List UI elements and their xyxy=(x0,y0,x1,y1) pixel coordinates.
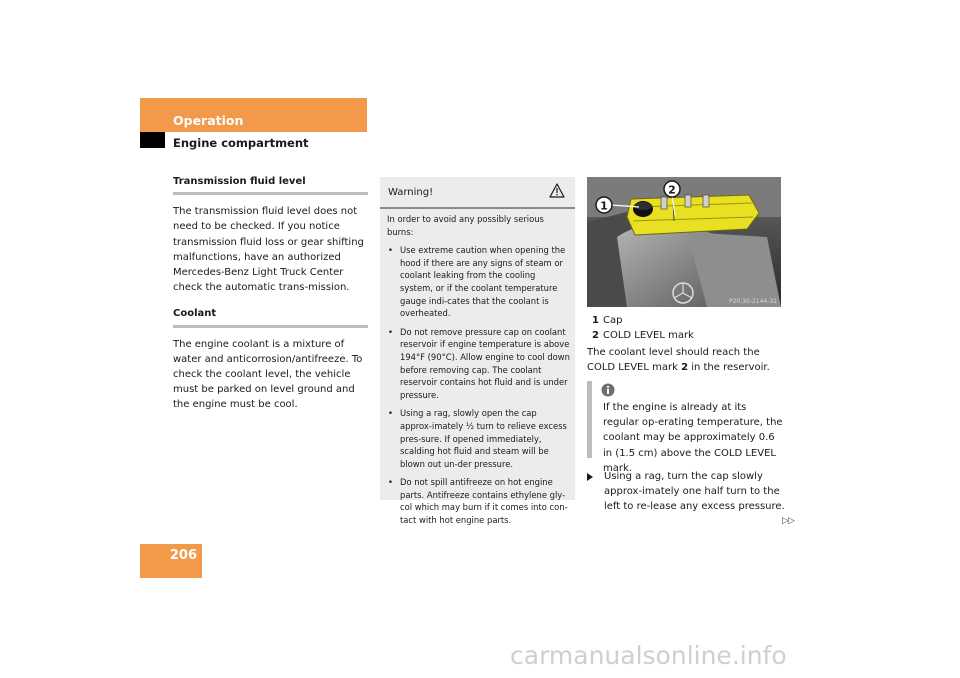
header-marker xyxy=(140,132,165,148)
warning-title: Warning! xyxy=(388,187,434,198)
caption-row xyxy=(592,328,792,343)
coolant-level-text xyxy=(587,345,787,375)
coolant-level-before: The coolant level should reach the COLD LEVEL mark xyxy=(587,347,760,374)
warning-item-text: Use extreme caution when opening the hood if there are any signs of steam or coolant leaking from the cooling system, or if the coolant temperature gauge indi-cates that the coolant is overheated. xyxy=(400,245,566,319)
coolant-heading: Coolant xyxy=(173,308,217,320)
watermark: carmanualsonline.info xyxy=(510,641,787,670)
info-text: If the engine is already at its regular op-erating temperature, the coolant may be approximately 0.6 in (1.5 cm) above the COLD LEVEL mark. xyxy=(603,402,783,474)
coolant-body: The engine coolant is a mixture of water and anticorrosion/antifreeze. To check the coolant level, the vehicle must be parked on level ground and the engine must be cool. xyxy=(173,338,363,411)
warning-item xyxy=(387,476,570,526)
section-title: Operation xyxy=(173,113,244,128)
warning-list xyxy=(387,244,570,526)
step-arrow-icon xyxy=(587,473,593,481)
page-number: 206 xyxy=(169,548,197,563)
caption-number: 1 xyxy=(592,315,599,326)
bullet-icon: • xyxy=(388,245,393,256)
warning-triangle-icon xyxy=(549,183,565,198)
warning-item-text: Using a rag, slowly open the cap approx-imately ½ turn to relieve excess pres-sure. If opened immediately, scalding hot fluid and steam will be blown out un-der pressure. xyxy=(400,408,567,469)
heading-rule xyxy=(173,192,368,195)
transmission-body: The transmission fluid level does not need to be checked. If you notice transmission fluid loss or gear shifting malfunctions, have an authorized Mercedes-Benz Light Truck Center check the automatic trans-mission. xyxy=(173,206,364,294)
coolant-level-mark: 2 xyxy=(681,362,689,374)
instruction-step xyxy=(587,469,787,515)
bullet-icon: • xyxy=(388,477,393,488)
caption-number: 2 xyxy=(592,330,599,341)
continue-icon: ▷▷ xyxy=(782,516,794,526)
caption-text: COLD LEVEL mark xyxy=(602,330,694,341)
caption-text: Cap xyxy=(602,315,623,326)
subsection-title: Engine compartment xyxy=(173,136,309,150)
photo-code: P20.30-2144-31 xyxy=(728,298,777,305)
warning-item xyxy=(387,407,570,470)
warning-item xyxy=(387,244,570,320)
bullet-icon: • xyxy=(388,326,393,337)
left-column xyxy=(173,174,368,424)
warning-item-text: Do not spill antifreeze on hot engine parts. Antifreeze contains ethylene gly-col which may burn if it comes into con-tact with hot engine parts. xyxy=(400,477,568,526)
info-bar xyxy=(587,381,592,458)
warning-item-text: Do not remove pressure cap on coolant reservoir if engine temperature is above 194°F (90°C). Allow engine to cool down before removing cap. The coolant reservoir contains hot fluid and is under pressure. xyxy=(400,326,570,400)
bullet-icon: • xyxy=(388,408,393,419)
callout-1-label: 1 xyxy=(600,199,608,213)
heading-rule xyxy=(173,325,368,328)
caption-row xyxy=(592,313,792,328)
coolant-level-after: in the reservoir. xyxy=(688,362,770,374)
photo-captions xyxy=(592,313,792,343)
step-text: Using a rag, turn the cap slowly approx-imately one half turn to the left to re-lease any excess pressure. xyxy=(604,471,785,513)
warning-divider xyxy=(380,207,575,209)
engine-photo xyxy=(587,177,781,307)
callout-2-label: 2 xyxy=(668,183,676,197)
transmission-heading: Transmission fluid level xyxy=(173,176,306,187)
warning-intro: In order to avoid any possibly serious burns: xyxy=(387,214,544,237)
warning-body xyxy=(387,213,570,533)
warning-item xyxy=(387,326,570,402)
info-icon xyxy=(601,383,615,397)
